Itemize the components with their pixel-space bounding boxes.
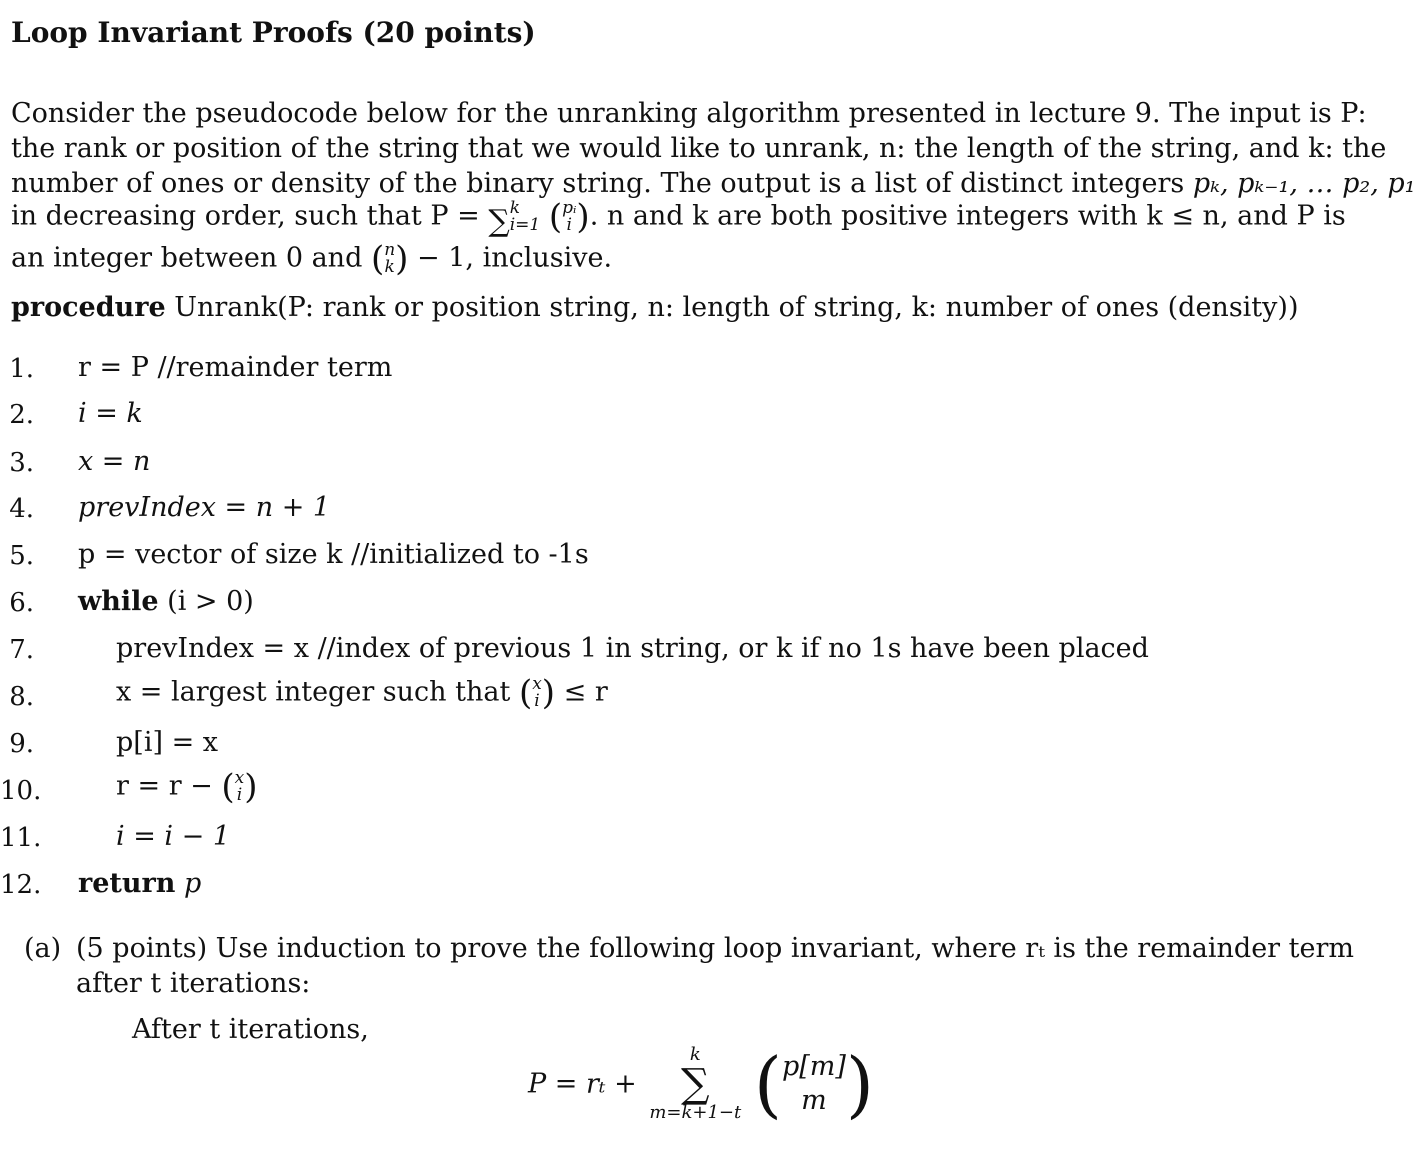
summation-sign: ∑ xyxy=(488,203,510,239)
code-line-while xyxy=(78,586,254,617)
line-number: 2. xyxy=(9,400,34,430)
code-text-b: ≤ r xyxy=(563,676,608,708)
binom-bottom: k xyxy=(384,257,395,277)
intro-line-1: Consider the pseudocode below for the unranking algorithm presented in lecture 9. The input is P: xyxy=(11,98,1367,129)
code-text-a: r = r − xyxy=(116,770,213,802)
line-number: 7. xyxy=(9,635,34,665)
code-line: p[i] = x xyxy=(116,727,219,758)
line-number: 12. xyxy=(0,870,42,900)
output-list-math: pₖ, pₖ₋₁, … p₂, p₁ xyxy=(1192,168,1415,199)
big-summation xyxy=(649,1046,741,1122)
binom-top: n xyxy=(384,240,396,260)
code-line: r = P //remainder term xyxy=(78,352,393,383)
code-line: p = vector of size k //initialized to -1s xyxy=(78,539,589,570)
equation-left: P = rₜ + xyxy=(528,1068,637,1100)
intro-line-4a: in decreasing order, such that P = xyxy=(11,200,480,232)
intro-line-4b: . n and k are both positive integers with k ≤ n, and P is xyxy=(589,200,1346,232)
page-title: Loop Invariant Proofs (20 points) xyxy=(11,16,536,49)
code-line: prevIndex = x //index of previous 1 in string, or k if no 1s have been placed xyxy=(116,633,1149,664)
binom-top: p[m] xyxy=(781,1051,846,1083)
procedure-signature: Unrank(P: rank or position string, n: length of string, k: number of ones (density)) xyxy=(174,292,1299,323)
binom-pm-m: ( p[m] m ) xyxy=(753,1042,874,1126)
while-condition: (i > 0) xyxy=(167,586,254,617)
line-number: 11. xyxy=(0,823,42,853)
intro-line-5b: − 1, inclusive. xyxy=(417,242,613,274)
sum-lower: m=k+1−t xyxy=(649,1102,742,1123)
binom-pi-i: ( pᵢ i ) xyxy=(548,197,590,237)
sum-lower: i=1 xyxy=(509,215,541,235)
intro-line-5 xyxy=(11,239,1316,279)
line-number: 1. xyxy=(9,354,34,384)
code-line: prevIndex = n + 1 xyxy=(78,492,331,523)
line-number: 3. xyxy=(9,448,34,478)
intro-line-3-text: number of ones or density of the binary string. The output is a list of distinct integers xyxy=(11,168,1185,199)
binom-bottom: i xyxy=(566,215,572,235)
sum-upper: k xyxy=(689,1044,701,1065)
binom-x-i: ( x i ) xyxy=(221,767,258,807)
intro-line-2: the rank or position of the string that we would like to unrank, n: the length of the string, and k: the xyxy=(11,133,1387,164)
return-value: p xyxy=(183,868,202,899)
intro-line-3 xyxy=(11,168,1415,199)
line-number: 9. xyxy=(9,729,34,759)
intro-line-5a: an integer between 0 and xyxy=(11,242,363,274)
return-keyword: return xyxy=(78,868,176,899)
while-keyword: while xyxy=(78,586,159,617)
sigma-symbol: ∑ xyxy=(681,1061,710,1107)
line-number: 8. xyxy=(9,682,34,712)
intro-line-4 xyxy=(11,197,1346,239)
code-line xyxy=(116,767,258,807)
code-line: i = k xyxy=(78,398,143,429)
binom-x-i: ( x i ) xyxy=(518,673,556,713)
sum-upper: k xyxy=(509,198,521,218)
invariant-equation xyxy=(528,1042,874,1126)
code-text-a: x = largest integer such that xyxy=(116,676,511,708)
binom-top: pᵢ xyxy=(562,198,577,218)
sum-limits xyxy=(510,200,541,234)
procedure-header xyxy=(11,292,1298,323)
line-number: 5. xyxy=(9,541,34,571)
binom-n-k: ( n k ) xyxy=(370,239,409,279)
binom-bottom: i xyxy=(236,785,243,805)
code-line-return xyxy=(78,868,201,899)
code-line: i = i − 1 xyxy=(116,821,231,852)
binom-top: x xyxy=(532,674,542,694)
procedure-keyword: procedure xyxy=(11,292,166,323)
part-a-after: After t iterations, xyxy=(132,1014,369,1045)
binom-bottom: i xyxy=(534,691,540,711)
part-a-label: (a) xyxy=(24,933,62,964)
line-number: 6. xyxy=(9,588,34,618)
part-a-line-1: (5 points) Use induction to prove the following loop invariant, where rₜ is the remainder term xyxy=(76,933,1355,964)
line-number: 4. xyxy=(9,494,34,524)
binom-top: x xyxy=(234,768,245,788)
line-number: 10. xyxy=(0,776,42,806)
binom-bottom: m xyxy=(801,1085,827,1116)
part-a-line-2: after t iterations: xyxy=(76,968,311,999)
code-line xyxy=(116,673,608,713)
code-line: x = n xyxy=(78,446,151,477)
